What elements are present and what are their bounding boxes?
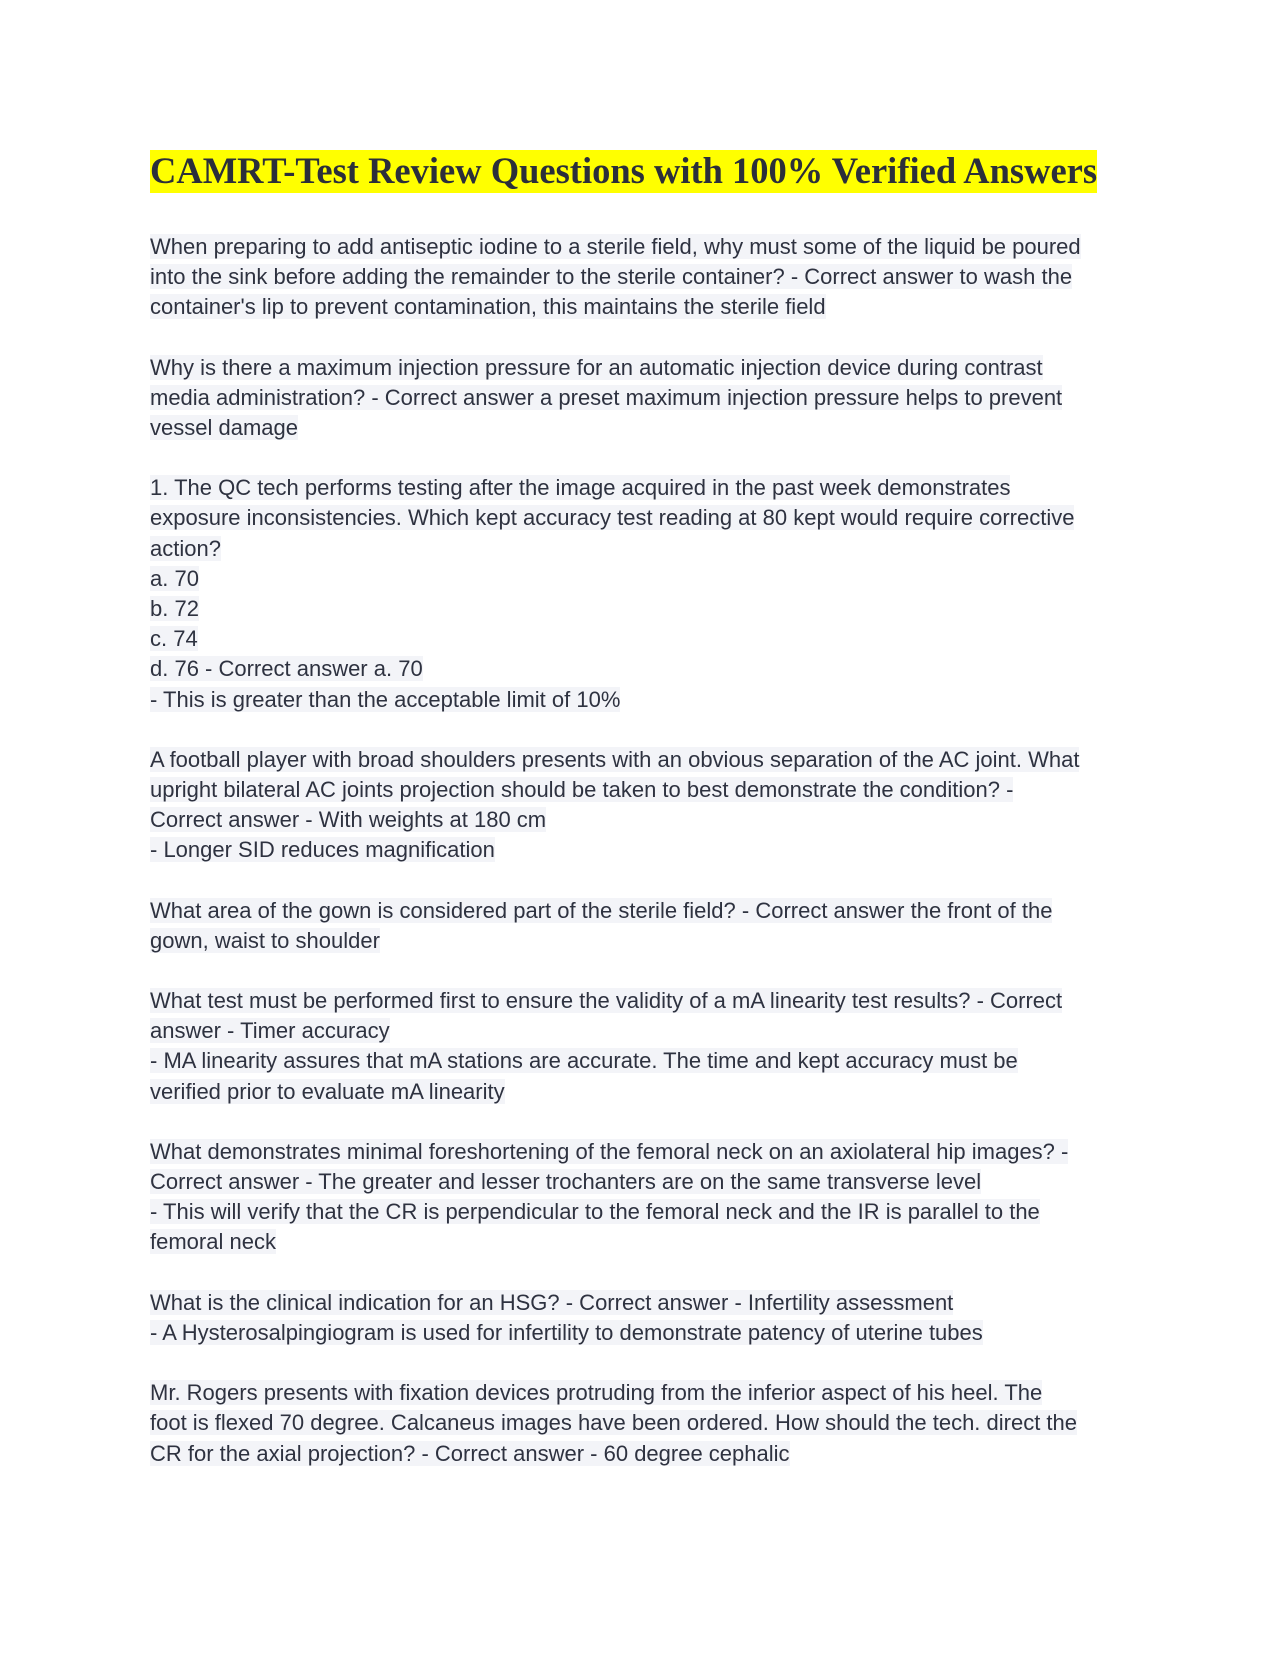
qa-entry [150,1378,1130,1469]
qa-entry [150,986,1130,1107]
qa-line-text: Correct answer - With weights at 180 cm [150,807,547,833]
qa-line-text: What area of the gown is considered part of the sterile field? - Correct answer the front of the [150,897,1053,923]
qa-line-text: foot is flexed 70 degree. Calcaneus images have been ordered. How should the tech. direct the [150,1410,1078,1436]
qa-line [150,685,1130,715]
qa-line-text: Correct answer - The greater and lesser trochanters are on the same transverse level [150,1169,982,1195]
qa-line-text: action? [150,535,221,561]
qa-line-text: Mr. Rogers presents with fixation devices protruding from the inferior aspect of his heel. The [150,1380,1043,1406]
qa-line-text: b. 72 [150,596,199,622]
qa-line [150,232,1130,262]
qa-line [150,1439,1130,1469]
qa-line [150,1227,1130,1257]
qa-line [150,654,1130,684]
qa-line [150,353,1130,383]
qa-line-text: upright bilateral AC joints projection should be taken to best demonstrate the condition? - [150,777,1014,803]
document-title: CAMRT-Test Review Questions with 100% Verified Answers [150,150,1098,191]
qa-line-text: a. 70 [150,565,199,591]
qa-line-text: What test must be performed first to ensure the validity of a mA linearity test results? - Correct [150,988,1063,1014]
qa-line-text: media administration? - Correct answer a preset maximum injection pressure helps to prevent [150,384,1063,410]
qa-line-text: - This will verify that the CR is perpendicular to the femoral neck and the IR is parallel to the [150,1199,1040,1225]
qa-entry [150,232,1130,323]
qa-line [150,926,1130,956]
qa-line-text: When preparing to add antiseptic iodine to a sterile field, why must some of the liquid be poured [150,234,1081,259]
qa-line [150,896,1130,926]
qa-line [150,503,1130,533]
qa-line [150,1408,1130,1438]
qa-line-text: - A Hysterosalpingiogram is used for infertility to demonstrate patency of uterine tubes [150,1319,983,1345]
qa-line-text: - MA linearity assures that mA stations are accurate. The time and kept accuracy must be [150,1048,1018,1074]
qa-line [150,1046,1130,1076]
qa-line-text: femoral neck [150,1229,276,1255]
qa-line-text: What demonstrates minimal foreshortening of the femoral neck on an axiolateral hip images? - [150,1138,1069,1164]
qa-line-text: d. 76 - Correct answer a. 70 [150,656,423,682]
qa-line [150,413,1130,443]
qa-entry [150,473,1130,715]
qa-line-text: Why is there a maximum injection pressure for an automatic injection device during contrast [150,354,1043,380]
qa-line [150,1077,1130,1107]
qa-entry [150,896,1130,956]
qa-line [150,262,1130,292]
document-title-block [150,148,1130,202]
qa-line [150,745,1130,775]
qa-line [150,1318,1130,1348]
qa-line-text: gown, waist to shoulder [150,927,380,953]
qa-line-text: - Longer SID reduces magnification [150,837,495,863]
qa-line [150,624,1130,654]
qa-line [150,292,1130,322]
qa-line-text: vessel damage [150,415,298,441]
qa-line-text: answer - Timer accuracy [150,1018,390,1044]
qa-line [150,383,1130,413]
qa-entry [150,353,1130,444]
qa-line-text: A football player with broad shoulders presents with an obvious separation of the AC joint. What [150,746,1080,772]
qa-line [150,594,1130,624]
qa-line [150,1378,1130,1408]
qa-line [150,986,1130,1016]
qa-entry [150,745,1130,866]
qa-line [150,1167,1130,1197]
qa-line-text: container's lip to prevent contamination, this maintains the sterile field [150,294,826,320]
qa-line-text: verified prior to evaluate mA linearity [150,1078,505,1104]
qa-entries [150,232,1130,1469]
document-page [150,148,1130,1499]
qa-line-text: c. 74 [150,626,198,652]
qa-entry [150,1137,1130,1258]
qa-line [150,564,1130,594]
qa-line [150,775,1130,805]
qa-line [150,1197,1130,1227]
qa-line-text: CR for the axial projection? - Correct answer - 60 degree cephalic [150,1440,790,1466]
qa-line [150,473,1130,503]
qa-line [150,1137,1130,1167]
qa-line [150,805,1130,835]
qa-line-text: 1. The QC tech performs testing after the image acquired in the past week demonstrates [150,475,1011,501]
qa-line [150,534,1130,564]
qa-line-text: What is the clinical indication for an HSG? - Correct answer - Infertility assessment [150,1289,954,1315]
qa-entry [150,1288,1130,1348]
qa-line-text: - This is greater than the acceptable limit of 10% [150,686,621,712]
qa-line [150,1016,1130,1046]
qa-line-text: exposure inconsistencies. Which kept accuracy test reading at 80 kept would require corrective [150,505,1075,531]
qa-line [150,835,1130,865]
qa-line-text: into the sink before adding the remainder to the sterile container? - Correct answer to wash the [150,264,1073,290]
qa-line [150,1288,1130,1318]
